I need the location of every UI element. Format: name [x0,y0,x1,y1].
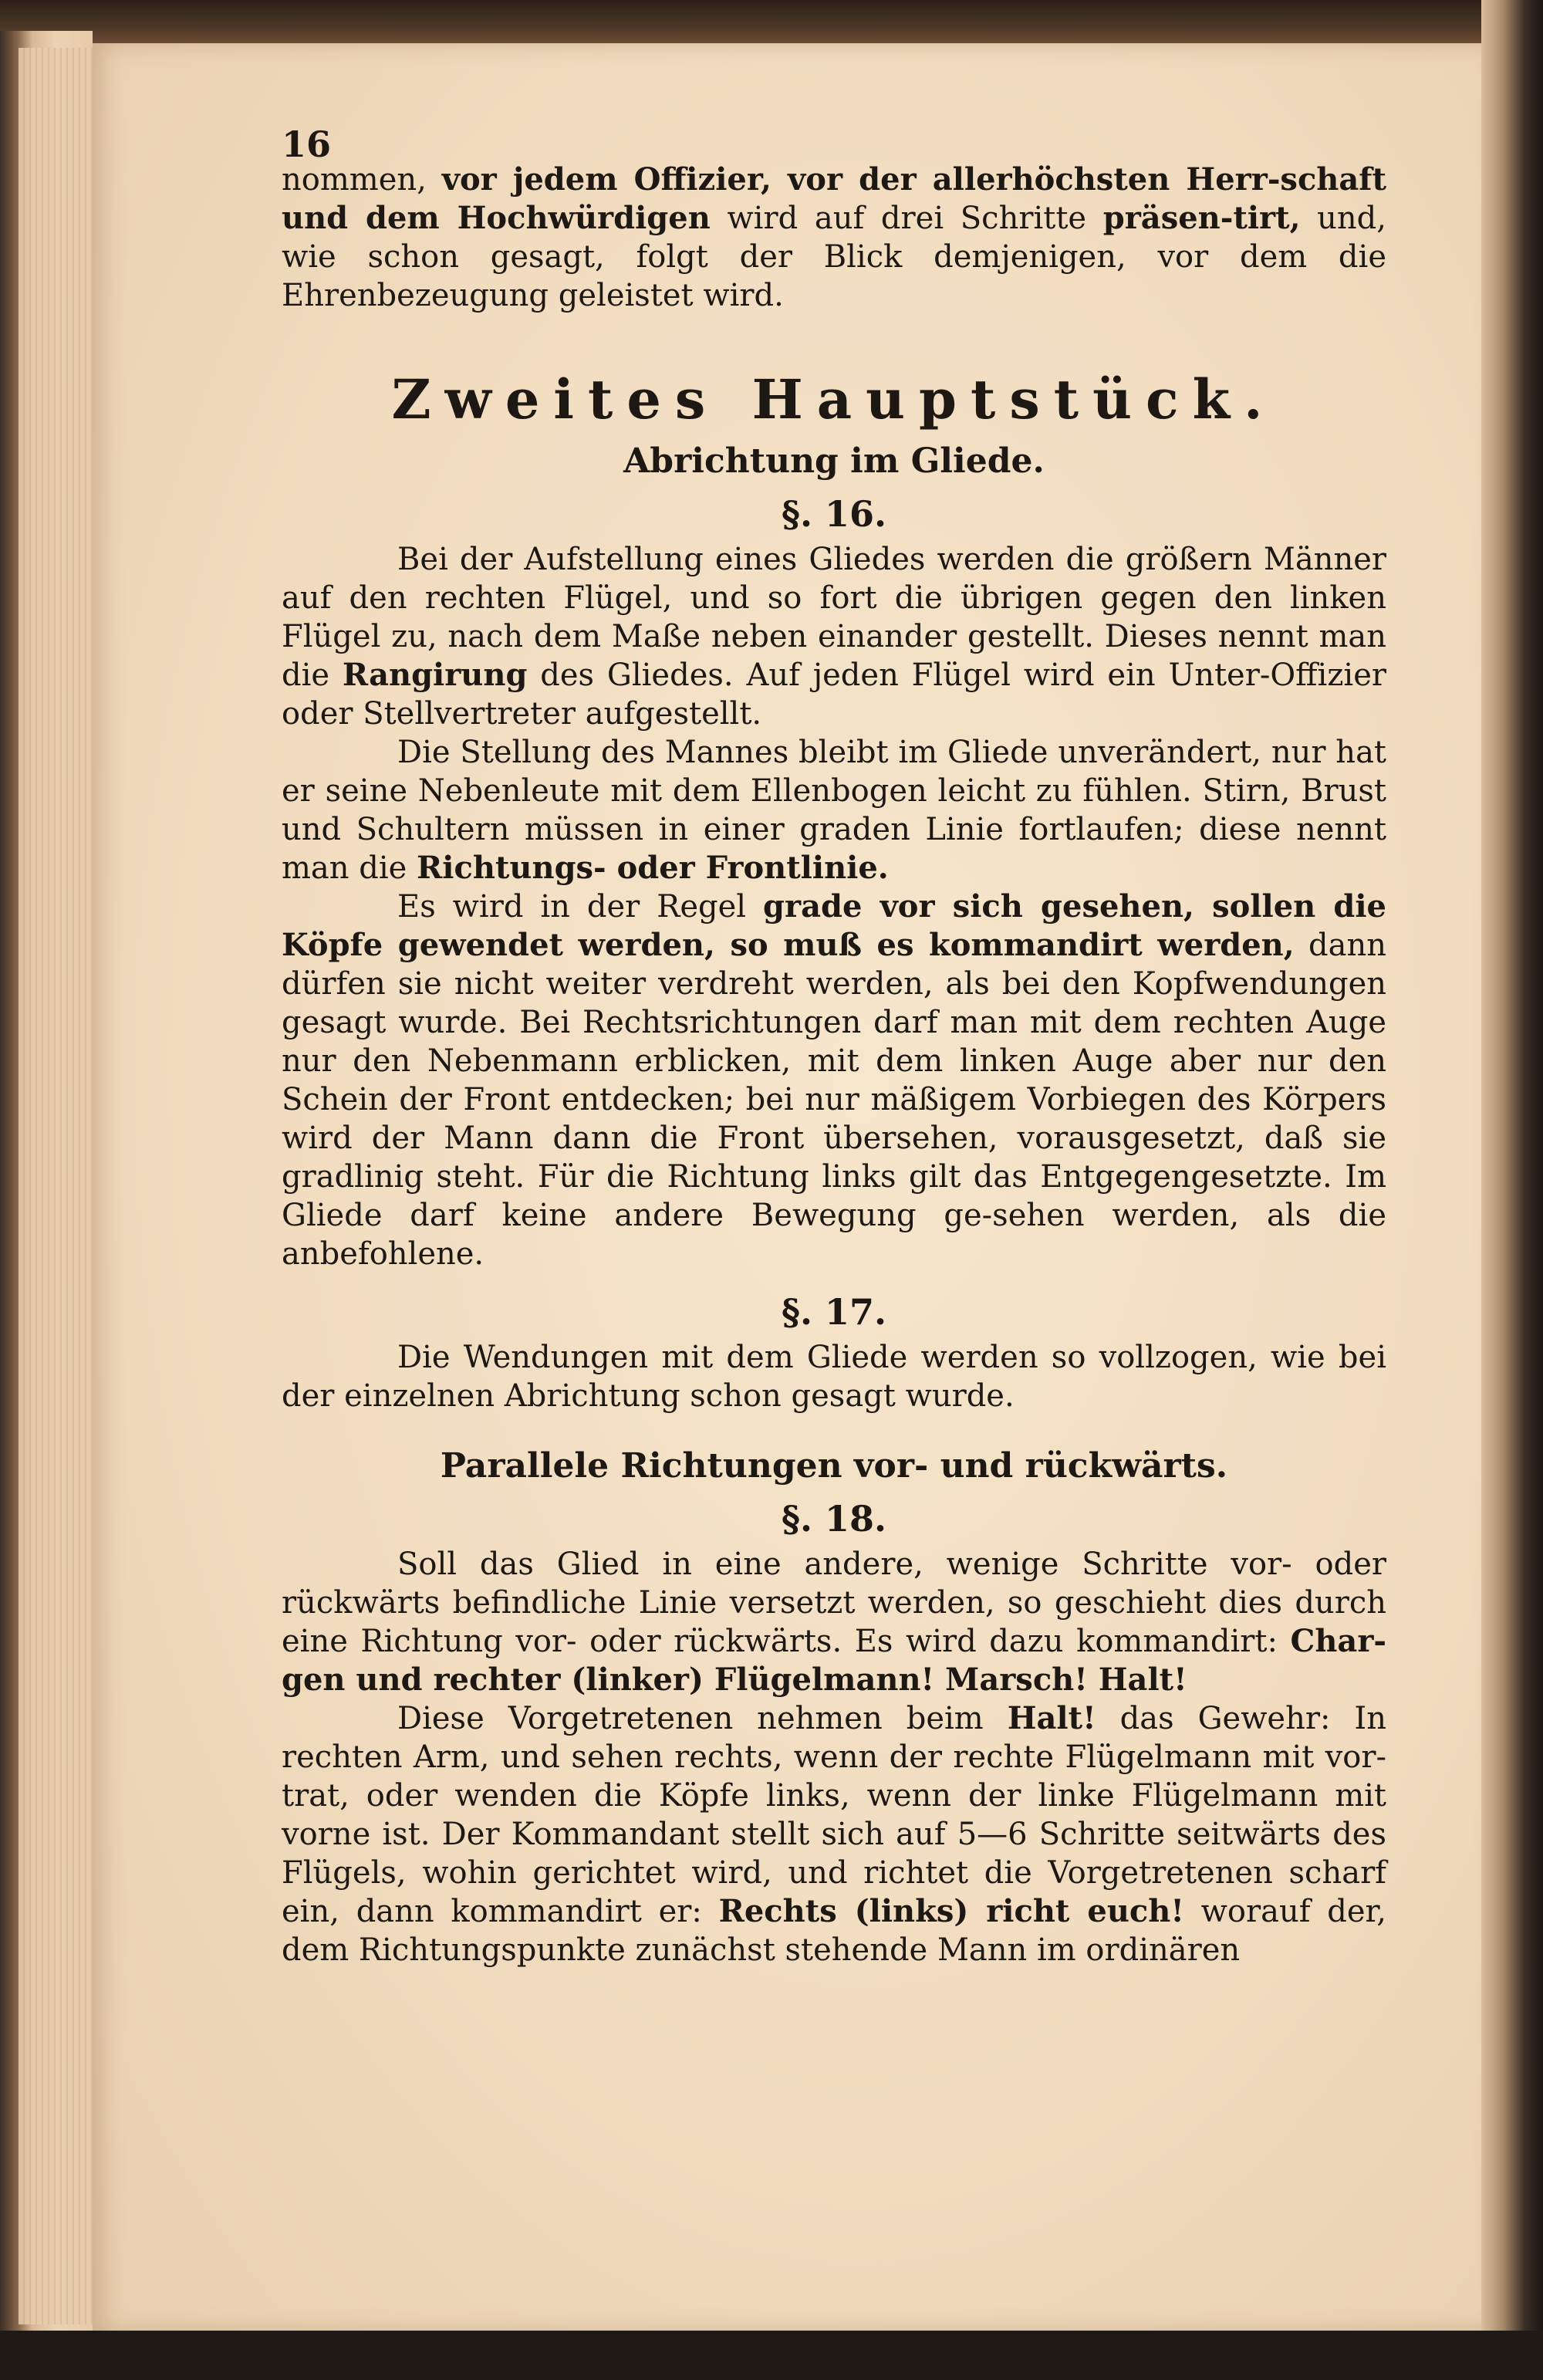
top-binding-edge [0,0,1543,43]
page-stack-edges [19,48,93,2324]
chapter-subtitle: Abrichtung im Gliede. [623,441,1045,481]
s16-p2-text-a: Die Stellung des Mannes bleibt im Gliede unverändert, nur hat er seine Nebenleute mit dem Ellenbogen leicht zu fühlen. Stirn, Brust und Schultern müssen in einer graden Linie fortlaufen; diese nennt man die [282,735,1386,886]
intro-paragraph [282,161,1386,315]
right-cover-edge [1481,0,1543,2380]
s18-p2-bold-2: Rechts (links) richt euch! [718,1893,1184,1929]
page-text [282,116,1386,1969]
intro-text-3: und, wie schon gesagt, folgt der Blick demjenigen, vor dem die Ehrenbezeugung geleistet wird. [282,201,1386,313]
s16-p3-text-c: dann dürfen sie nicht weiter verdreht werden, als bei den Kopfwendungen gesagt wurde. Bei Rechtsrichtungen darf man mit dem rechten Auge nur den Nebenmann erblicken, mit dem linken Auge aber nur den Schein der Front entdecken; bei nur mäßigem Vorbiegen des Körpers wird der Mann dann die Front übersehen, vorausgesetzt, daß sie gradlinig steht. Für die Richtung links gilt das Entgegengesetzte. Im Gliede darf keine andere Bewegung ge-sehen werden, als die anbefohlene. [282,928,1387,1272]
intro-bold-1: vor jedem Offizier, vor der allerhöchsten Herr-schaft und dem Hochwürdigen [282,161,1386,236]
s16-paragraph-2 [282,733,1386,887]
s16-p3-text-a: Es wird in der Regel [397,889,764,925]
s18-p2-text-a: Diese Vorgetretenen nehmen beim [397,1701,1008,1736]
intro-text-1: nommen, [282,162,442,198]
s16-p1-text-c: des Gliedes. Auf jeden Flügel wird ein Unter-Offizier oder Stellvertreter aufgestellt. [282,658,1387,732]
s16-p3-bold: grade vor sich gesehen, sollen die Köpfe gewendet werden, so muß es kommandirt werden, [282,888,1386,963]
s18-p2-bold-1: Halt! [1007,1700,1096,1736]
intro-bold-2: präsen-tirt, [1102,200,1301,236]
bottom-cover-edge [0,2331,1543,2380]
page-number: 16 [282,123,332,165]
s18-p1-text-a: Soll das Glied in eine andere, wenige Schritte vor- oder rückwärts befindliche Linie versetzt werden, so geschieht dies durch eine Richtung vor- oder rückwärts. Es wird dazu kommandirt: [282,1547,1386,1659]
s17-paragraph-1: Die Wendungen mit dem Gliede werden so vollzogen, wie bei der einzelnen Abrichtung schon gesagt wurde. [282,1340,1386,1414]
section-mark-17: §. 17. [781,1291,887,1333]
section-mark-18: §. 18. [781,1498,887,1540]
s16-p1-text-a: Bei der Aufstellung eines Gliedes werden die größern Männer auf den rechten Flügel, und so fort die übrigen gegen den linken Flügel zu, nach dem Maße neben einander gestellt. Dieses nennt man die [282,542,1386,693]
parallel-heading: Parallele Richtungen vor- und rückwärts. [440,1446,1228,1486]
s18-paragraph-1 [282,1545,1386,1699]
s16-paragraph-3 [282,887,1386,1273]
s18-p1-bold: Char-gen und rechter (linker) Flügelmann! Marsch! Halt! [282,1623,1386,1698]
s16-p2-bold: Richtungs- oder Frontlinie. [417,850,889,886]
s18-paragraph-2 [282,1699,1386,1969]
s18-p2-text-c: das Gewehr: In rechten Arm, und sehen rechts, wenn der rechte Flügelmann mit vor-trat, oder wenden die Köpfe links, wenn der linke Flügelmann mit vorne ist. Der Kommandant stellt sich auf 5—6 Schritte seitwärts des Flügels, wohin gerichtet wird, und richtet die Vorgetretenen scharf ein, dann kommandirt er: [282,1701,1386,1929]
s16-paragraph-1 [282,540,1386,733]
section-mark-16: §. 16. [781,493,887,535]
s16-p1-bold: Rangirung [342,657,528,693]
s18-p2-text-e: worauf der, dem Richtungspunkte zunächst stehende Mann im ordinären [282,1894,1386,1968]
chapter-title: Zweites Hauptstück. [391,367,1277,431]
intro-text-2: wird auf drei Schritte [710,201,1103,236]
